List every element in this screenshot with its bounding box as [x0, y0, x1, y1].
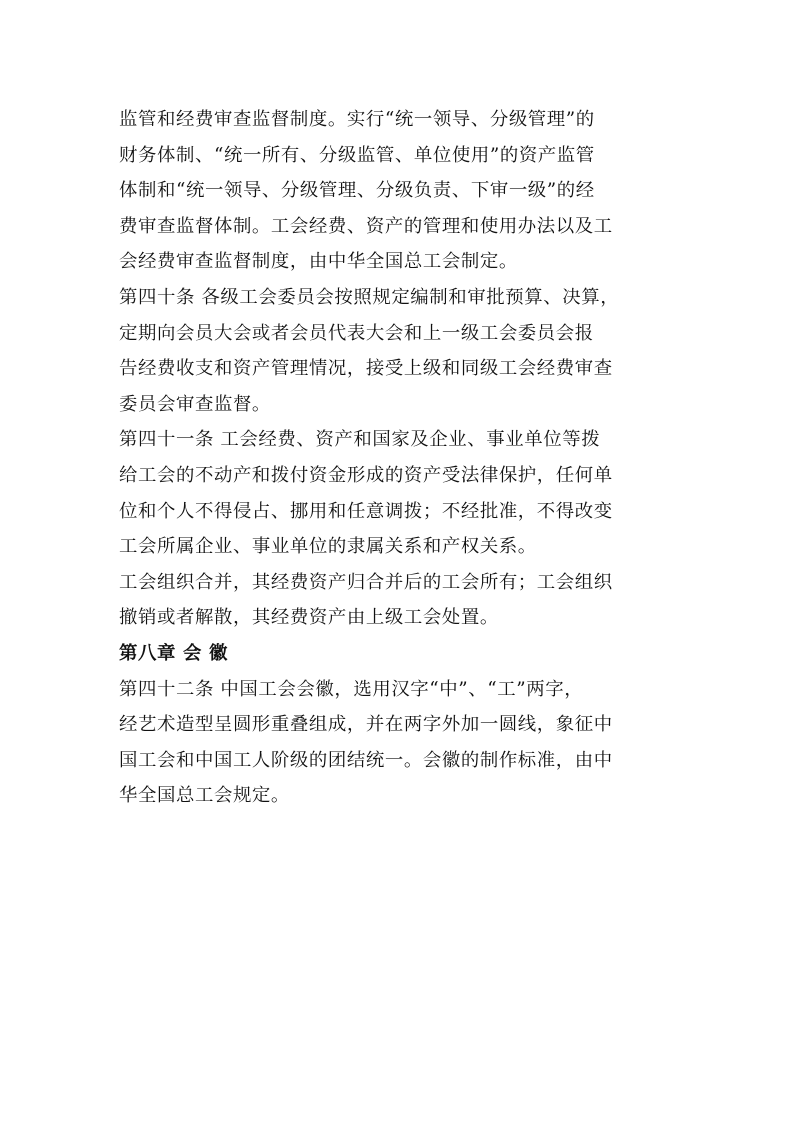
document-body — [119, 102, 679, 814]
text-line: 财务体制、“统一所有、分级监管、单位使用”的资产监管 — [119, 144, 595, 166]
article-40-first-line: 第四十条 各级工会委员会按照规定编制和审批预算、决算， — [119, 286, 620, 308]
text-line: 监管和经费审查监督制度。实行“统一领导、分级管理”的 — [119, 109, 595, 130]
text-line: 位和个人不得侵占、挪用和任意调拨；不经批准，不得改变 — [119, 500, 613, 522]
text-line: 工会所属企业、事业单位的隶属关系和产权关系。 — [119, 536, 537, 558]
text-line: 告经费收支和资产管理情况，接受上级和同级工会经费审查 — [119, 358, 613, 380]
article-41-first-line: 第四十一条 工会经费、资产和国家及企业、事业单位等拨 — [119, 429, 601, 451]
text-line: 经艺术造型呈圆形重叠组成，并在两字外加一圆线，象征中 — [119, 714, 613, 736]
text-line: 华全国总工会规定。 — [119, 785, 290, 807]
text-line: 国工会和中国工人阶级的团结统一。会徽的制作标准，由中 — [119, 749, 613, 771]
text-line: 定期向会员大会或者会员代表大会和上一级工会委员会报 — [119, 322, 594, 344]
text-line: 费审查监督体制。工会经费、资产的管理和使用办法以及工 — [119, 215, 613, 237]
text-line: 给工会的不动产和拨付资金形成的资产受法律保护，任何单 — [119, 464, 613, 486]
text-line: 撤销或者解散，其经费资产由上级工会处置。 — [119, 607, 499, 629]
article-42-first-line: 第四十二条 中国工会会徽，选用汉字“中”、“工”两字， — [119, 678, 584, 700]
text-line: 体制和“统一领导、分级管理、分级负责、下审一级”的经 — [119, 180, 595, 202]
chapter-8-heading: 第八章 会 徽 — [119, 642, 228, 664]
text-line: 会经费审查监督制度，由中华全国总工会制定。 — [119, 251, 518, 273]
paragraph-first-line: 工会组织合并，其经费资产归合并后的工会所有；工会组织 — [119, 571, 613, 593]
text-line: 委员会审查监督。 — [119, 393, 271, 415]
